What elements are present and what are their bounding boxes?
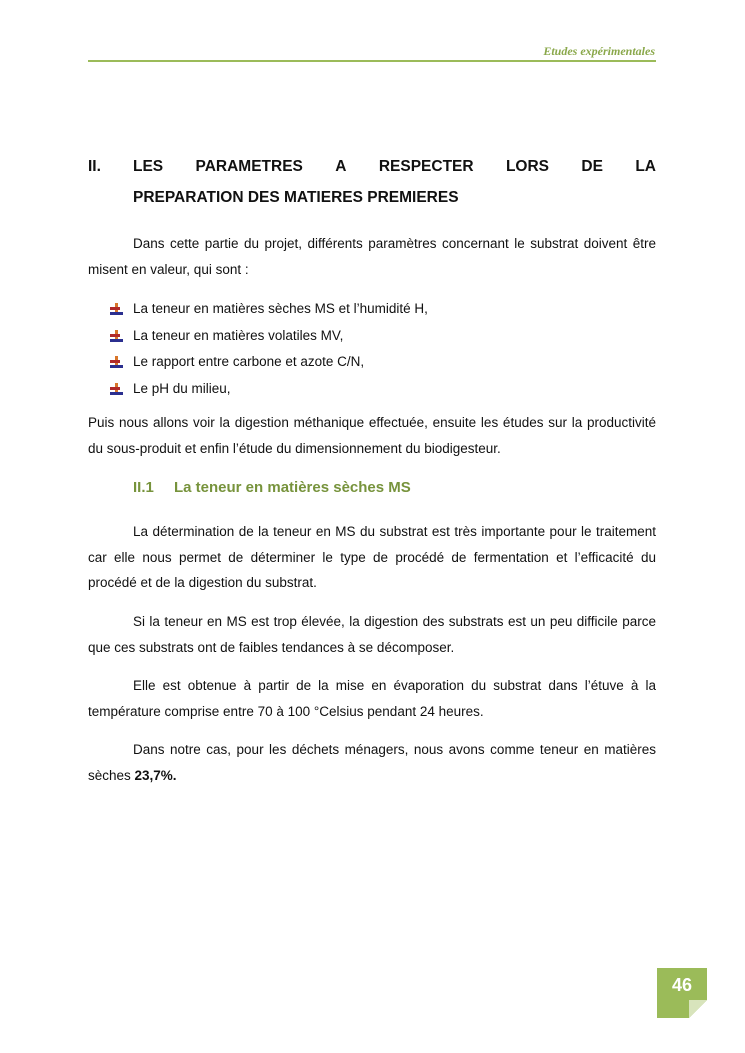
- page-corner-fold: [689, 1000, 707, 1018]
- body-paragraph: La détermination de la teneur en MS du substrat est très importante pour le traitement car elle nous permet de déterminer le type de procédé de fermentation et l’efficacité du procédé et de la digestion du substrat.: [88, 524, 656, 590]
- conclusion-text: Dans notre cas, pour les déchets ménagers, nous avons comme teneur en matières sèches: [88, 742, 656, 783]
- subsection-heading: [133, 479, 411, 496]
- list-item-text: Le pH du milieu,: [133, 380, 231, 396]
- list-item: [110, 323, 428, 350]
- section-title-word: DE: [581, 158, 603, 175]
- arrow-bullet-icon: [110, 382, 123, 396]
- section-title-word: LA: [635, 158, 656, 175]
- header-rule: [88, 60, 656, 62]
- intro-paragraph: Dans cette partie du projet, différents paramètres concernant le substrat doivent être misent en valeur, qui sont :: [88, 236, 656, 277]
- list-item: [110, 296, 428, 323]
- section-title-word: A: [335, 158, 347, 175]
- followup-paragraph: Puis nous allons voir la digestion méthanique effectuée, ensuite les études sur la productivité du sous-produit et enfin l’étude du dimensionnement du biodigesteur.: [88, 415, 656, 456]
- section-heading: [88, 158, 656, 207]
- list-item-text: Le rapport entre carbone et azote C/N,: [133, 354, 365, 369]
- body-paragraph: Si la teneur en MS est trop élevée, la digestion des substrats est un peu difficile parce que ces substrats ont de faibles tendances à se décomposer.: [88, 614, 656, 655]
- arrow-bullet-icon: [110, 329, 123, 343]
- body-paragraph: Elle est obtenue à partir de la mise en évaporation du substrat dans l’étuve à la température comprise entre 70 à 100 °Celsius pendant 24 heures.: [88, 678, 656, 719]
- list-item-text: La teneur en matières sèches MS et l’humidité H,: [133, 301, 428, 316]
- section-title-word: LORS: [505, 158, 550, 175]
- list-item: [110, 349, 428, 376]
- running-header: Etudes expérimentales: [543, 44, 655, 58]
- section-number: II.: [88, 158, 101, 175]
- section-title-line2: PREPARATION DES MATIERES PREMIERES: [133, 189, 459, 206]
- list-item: [110, 376, 428, 403]
- ms-value: 23,7%.: [134, 767, 177, 783]
- subsection-number: II.1: [133, 479, 154, 496]
- parameter-list: [110, 296, 428, 402]
- conclusion-paragraph: [88, 737, 656, 788]
- subsection-title: La teneur en matières sèches MS: [174, 479, 411, 496]
- section-title-word: PARAMETRES: [195, 158, 303, 175]
- list-item-text: La teneur en matières volatiles MV,: [133, 327, 344, 343]
- section-title-word: RESPECTER: [378, 158, 474, 175]
- arrow-bullet-icon: [110, 302, 123, 316]
- section-title-word: LES: [133, 158, 164, 175]
- page-number: 46: [671, 975, 693, 995]
- arrow-bullet-icon: [110, 355, 123, 369]
